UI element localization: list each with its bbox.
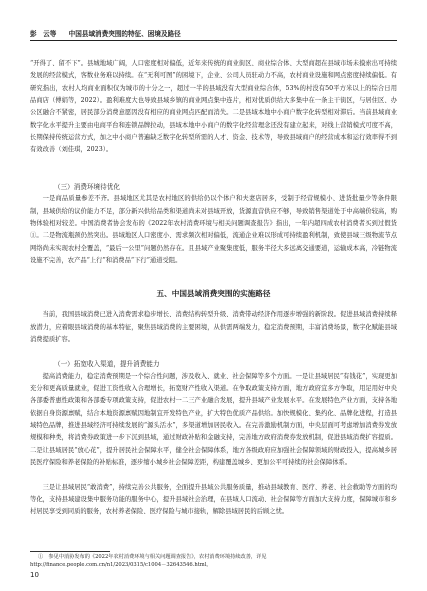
footnote-rule — [30, 551, 110, 552]
header-title: 中国县域消费突围的特征、困境及路径 — [68, 30, 181, 38]
subheading-consumption-environment: （三）消费环境待优化 — [54, 183, 120, 191]
paragraph: “开得了、留不下”。县城地域广阔，人口密度相对偏低，近年来传统的商业街区、商业综合体、大型商超在县域市场未摸索出可持续发展的经营模式，客数业务难以持续。在“无利可图”的困境下，企业、公司人员驻动力不高，农村商业设施和网点密度持续偏低。有研究指出，农村人均商业面积仅为城市的十分之一，超过一半的县域没有大型商业综合体，53%的村没有50平方米以上的综合日用品商店（傅娟等，2022）。盈利难度大也导致县域乡镇的商业网点集中连片，相对优质供给大多集中在一条主干街区，与居住区、办公区融合不紧密，居民部分消费意愿因没有相应的商业网点匹配而消失。二是县域本地中小商户数字化转型相对滞后。当前县域商业数字化水平提升主要由电商平台和连锁品牌拉动，县域本地中小商户的数字化经营理念还没有建立起来，对线上营销模式可度不高，长期保持传统运营方式，加之中小商户普遍缺乏数字化转型所需的人才、资金、技术等，导致县域商户的经营成本和运行效率得不到有效改善（刘佳琪，2023）。 — [30, 60, 397, 154]
page-number: 10 — [30, 571, 39, 579]
header-author: 彭 云等 — [30, 30, 57, 38]
header-rule — [30, 40, 397, 41]
subheading-income-channels: （一）拓宽收入渠道，提升消费能力 — [54, 360, 160, 369]
footnote: ① 参见中消协发布的《2022年农村消费环境与相关问题调查报告》，农村消费环境持续改善，详见 http://finance.people.com.cn/n1/2023/0315/c1004－32643546.html。 — [30, 554, 267, 568]
section-heading: 五、中国县域消费突围的实施路径 — [156, 289, 271, 299]
paragraph: 三是让县域居民“敢消费”，持续完善公共服务，全面提升县域公共服务质量，推动县域教育、医疗、养老、社会救助等方面的均等化，支持县域建设集中服务功能的服务中心，提升县域社会治理，在县域人口流动、社会保障等方面加大支持力度，保障城市和乡村居民享受到同质的服务，农村养老保险、医疗保险与城市接轨，解除县域居民的后顾之忧。 — [30, 483, 397, 516]
body-text — [30, 58, 397, 518]
paragraph: 当前，我国县域消费已进入消费需求稳步增长、消费结构转型升级、消费带动经济作用逐步增强的新阶段。促进县域消费持续释放潜力，应着眼县域消费的基本特征，聚焦县域消费的主要困境，从供需两端发力，稳定消费预期，丰富消费场景，数字化赋能县域消费提质扩容。 — [30, 311, 397, 344]
running-header — [30, 28, 397, 40]
paragraph: 一是商品质量参差不齐。县域地区尤其是农村地区的供给仍以个体户和夫妻店居多，受制于经营规模小、进货批量少等条件限制，县域供给的议价能力不足，部分新兴供给品类和渠道尚未对县域开放，货源直营供应不够，导致销售渠道处于中高端价较高，购物体验相对较差。中国消费者协会发布的《2022年农村消费环境与相关问题调查报告》指出，一年内超四成农村消费者买到过假货①。二是物流瓶颈仍然突出。县域地区人口密度小、需求频次相对偏低，流通企业难以形成可持续盈利机制，致使县域三级物流节点网络尚未实现农村全覆盖，“最后一公里”问题仍然存在。且县域产业聚集度低，服务半径大多远离交通要道，运输成本高，冷链物流设施不完善，农产品“上行”和消费品“下行”通道受阻。 — [30, 195, 397, 265]
paragraph: 提高消费能力，稳定消费预期是一个综合性问题，涉及收入、就业、社会保障等多个方面。一是让县域居民“有钱花”，实现更加充分和更高质量就业，促进工资性收入合理增长，拓宽财产性收入渠道。在争取政策支持方面，地方政府宜多方争取，用足用好中央各部委普惠性政策和各部委专项政策支持，促进农村一二三产业融合发展，提升县域产业发展水平。在发展特色产业方面，支持各地依据自身资源禀赋，结合本地资源禀赋因地制宜开发特色产业，扩大特色优质产品供给。加快规模化、集约化、品牌化进程，打造县域特色品牌，推进县域经济可持续发展的“源头活水”，多渠道增加居民收入。在完善激励机制方面，中央层面可考虑增加消费券发放规模和种类，将消费券政策进一步下沉到县域，通过财政补贴和金融支持，完善地方政府消费券发放机制，促进县域消费扩容提质。二是让县域居民“放心花”，提升居民社会保障水平，健全社会保障体系，地方各级政府应加强社会保障领域的财政投入，提高城乡居民医疗保险和养老保险的补贴标准，逐步缩小城乡社会保障差距，构建覆盖城乡、更加公平可持续的社会保障体系。 — [30, 372, 397, 467]
